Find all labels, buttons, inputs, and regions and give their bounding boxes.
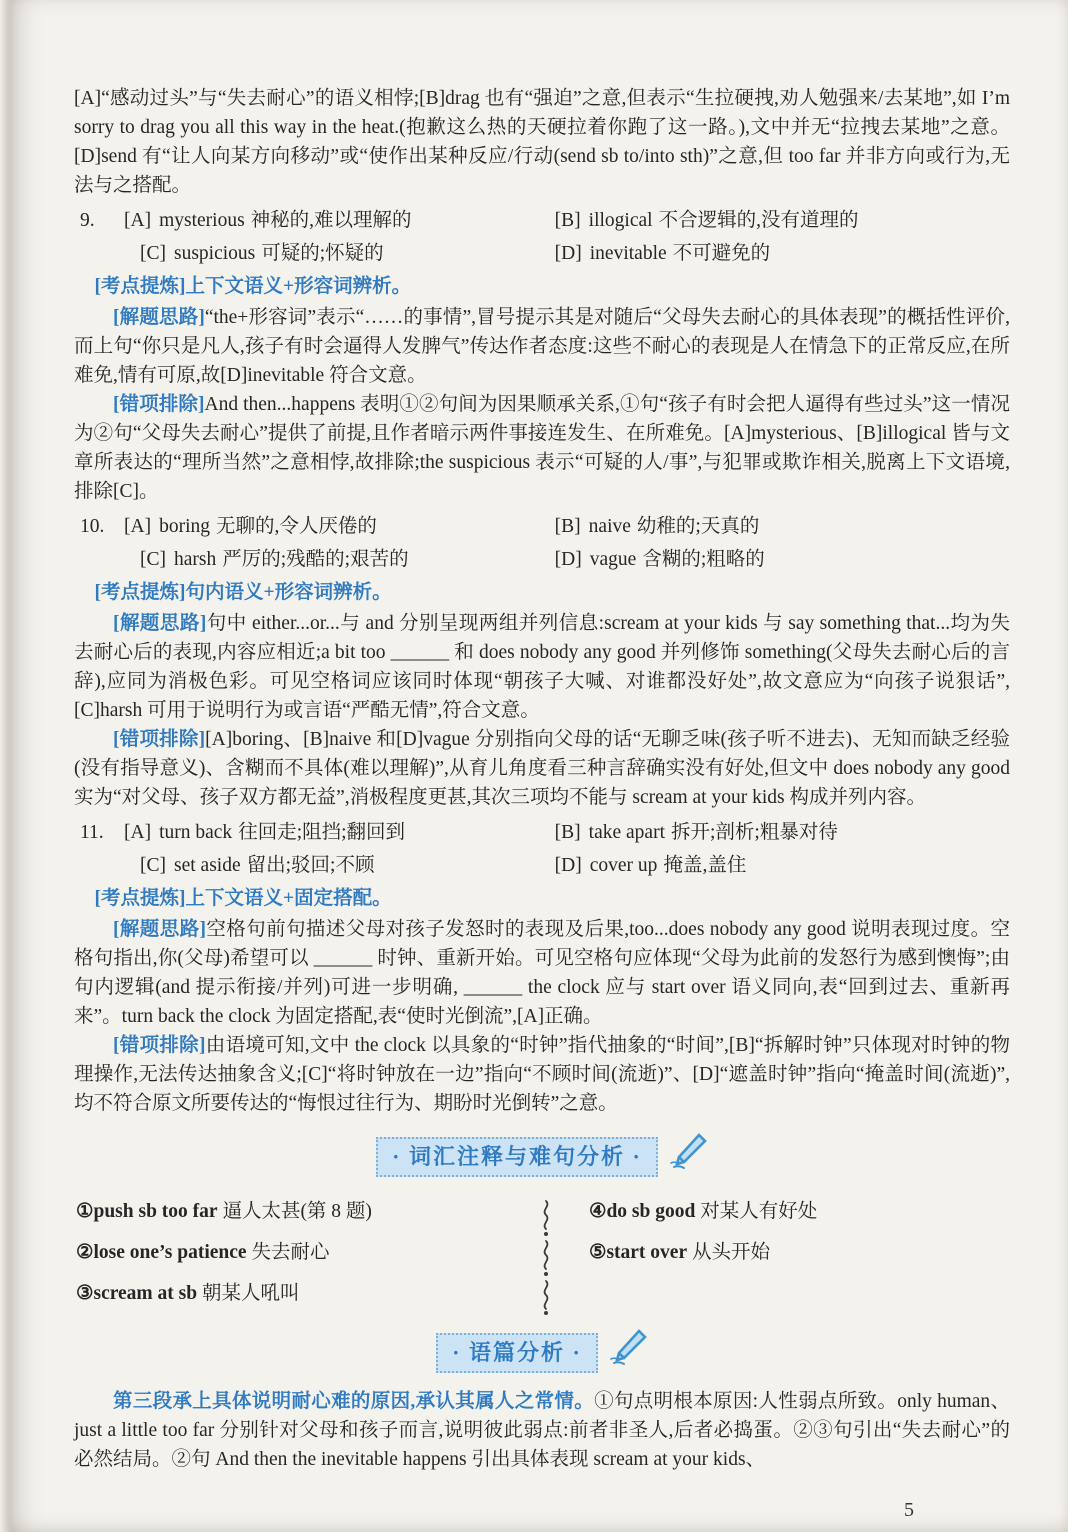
vocab-item	[76, 1273, 543, 1314]
option-english: boring	[159, 516, 210, 537]
question-10-block	[74, 510, 1010, 812]
elimination-label: [错项排除]	[113, 1035, 206, 1056]
solution-paragraph	[74, 915, 1010, 1031]
solution-label: [解题思路]	[113, 919, 206, 940]
option-tag: [C]	[140, 855, 166, 876]
vocab-chinese: 从头开始	[691, 1242, 770, 1263]
exam-point-label: [考点提炼]	[94, 888, 186, 909]
option-english: take apart	[588, 822, 665, 843]
vocab-item	[589, 1191, 1010, 1232]
vocab-number: ⑤	[588, 1242, 607, 1263]
elimination-paragraph	[74, 390, 1010, 506]
vocab-number: ②	[76, 1242, 94, 1263]
option-D	[547, 849, 1010, 882]
option-chinese: 无聊的,令人厌倦的	[216, 516, 377, 537]
option-chinese: 不可避免的	[672, 243, 771, 264]
option-english: vague	[589, 549, 637, 570]
option-A	[74, 816, 547, 849]
solution-text: “the+形容词”表示“……的事情”,冒号提示其是对随后“父母失去耐心的具体表现”的概括性评价,而上句“你只是凡人,孩子有时会逼得人发脾气”传达作者态度:这些不耐心的表现是人在情急下的正常反应,在所难免,情有可原,故[D]inevitable 符合文意。	[74, 307, 1010, 386]
vocab-number: ④	[588, 1201, 607, 1222]
option-english: mysterious	[159, 210, 245, 231]
question-11-block	[74, 816, 1010, 1118]
elimination-text: 由语境可知,文中 the clock 以具象的“时钟”指代抽象的“时间”,[B]“拆解时钟”只体现对时钟的物理操作,无法传达抽象含义;[C]“将时钟放在一边”指向“不顾时间(流逝)”、[D]“遮盖时钟”指向“掩盖时间(流逝)”,均不符合原文所要传达的“悔恨过往行为、期盼时光倒转”之意。	[74, 1035, 1010, 1114]
option-tag: [D]	[554, 855, 582, 876]
option-english: naive	[588, 516, 631, 537]
discourse-lead-sentence: 第三段承上具体说明耐心难的原因,承认其属人之常情。	[113, 1391, 595, 1412]
option-D	[547, 237, 1010, 270]
vocab-list	[74, 1191, 1010, 1314]
vocab-chinese: 朝某人吼叫	[201, 1283, 300, 1304]
option-tag: [A]	[124, 210, 152, 231]
option-tag: [C]	[140, 549, 166, 570]
option-D	[547, 543, 1010, 576]
option-english: set aside	[174, 855, 241, 876]
solution-label: [解题思路]	[113, 307, 205, 328]
vocab-number: ①	[76, 1201, 94, 1222]
question-9-block	[74, 204, 1010, 506]
question-number: 9.	[80, 210, 95, 231]
option-english: illogical	[588, 210, 653, 231]
option-english: harsh	[174, 549, 217, 570]
option-english: inevitable	[589, 243, 667, 264]
answer-explanation-intro-paragraph: [A]“感动过头”与“失去耐心”的语义相悖;[B]drag 也有“强迫”之意,但表示“生拉硬拽,劝人勉强来/去某地”,如 I’m sorry to drag you all this way in the heat.(抱歉这么热的天硬拉着你跑了这一路。),文中并无“拉拽去某地”之意。[D]send 有“让人向某方向移动”或“使作出某种反应/行动(send sb to/into sth)”之意,但 too far 并非方向或行为,无法与之搭配。	[74, 88, 1010, 196]
exam-point-line	[74, 884, 1010, 913]
option-C	[74, 849, 547, 882]
option-A	[74, 204, 547, 237]
option-A	[74, 510, 547, 543]
discourse-section-title: · 语篇分析 ·	[436, 1333, 598, 1373]
discourse-analysis-paragraph	[74, 1387, 1010, 1474]
question-9-options-row-1	[74, 204, 1010, 237]
option-B	[547, 204, 1010, 237]
vocab-english: lose one’s patience	[93, 1242, 247, 1263]
question-10-options-row-2	[74, 543, 1010, 576]
elimination-label: [错项排除]	[113, 729, 206, 750]
option-tag: [D]	[554, 549, 582, 570]
vocab-chinese: 对某人有好处	[700, 1201, 818, 1222]
elimination-text: And then...happens 表明①②句间为因果顺承关系,①句“孩子有时会把人逼得有些过头”这一情况为②句“父母失去耐心”提供了前提,且作者暗示两件事接连发生、在所难免。[A]mysterious、[B]illogical 皆与文章所表达的“理所当然”之意相悖,故排除;the suspicious 表示“可疑的人/事”,与犯罪或欺诈相关,脱离上下文语境,排除[C]。	[74, 394, 1010, 502]
wavy-divider	[539, 1197, 553, 1324]
option-C	[74, 237, 547, 270]
vocab-chinese: 逼人太甚(第 8 题)	[222, 1201, 372, 1222]
option-tag: [B]	[554, 822, 581, 843]
option-chinese: 留出;驳回;不顾	[246, 855, 375, 876]
exam-point-label: [考点提炼]	[94, 582, 186, 603]
option-chinese: 幼稚的;天真的	[636, 516, 760, 537]
option-chinese: 掩盖,盖住	[663, 855, 747, 876]
vocab-english: scream at sb	[93, 1283, 198, 1304]
vocab-column-left	[74, 1191, 543, 1314]
question-number: 11.	[80, 822, 104, 843]
vocab-item	[589, 1232, 1010, 1273]
exam-point-line	[74, 578, 1010, 607]
option-B	[547, 510, 1010, 543]
option-tag: [D]	[554, 243, 582, 264]
pen-icon	[668, 1132, 708, 1181]
vocab-chinese: 失去耐心	[251, 1242, 330, 1263]
option-tag: [B]	[554, 516, 581, 537]
exam-point-text: 上下文语义+形容词辨析。	[185, 276, 412, 297]
exam-point-text: 句内语义+形容词辨析。	[185, 582, 392, 603]
elimination-paragraph	[74, 1031, 1010, 1118]
option-chinese: 神秘的,难以理解的	[250, 210, 412, 231]
vocab-section-title: · 词汇注释与难句分析 ·	[376, 1137, 658, 1177]
discourse-section-header	[74, 1328, 1010, 1377]
vocab-item	[76, 1191, 543, 1232]
elimination-text: [A]boring、[B]naive 和[D]vague 分别指向父母的话“无聊乏味(孩子听不进去)、无知而缺乏经验(没有指导意义)、含糊而不具体(难以理解)”,从育儿角度看三种言辞确实没有好处,但文中 does nobody any good 实为“对父母、孩子双方都无益”,消极程度更甚,其次三项均不能与 scream at your kids 构成并列内容。	[74, 729, 1010, 808]
exam-point-text: 上下文语义+固定搭配。	[185, 888, 392, 909]
exam-point-label: [考点提炼]	[94, 276, 186, 297]
question-9-options-row-2	[74, 237, 1010, 270]
solution-label: [解题思路]	[113, 613, 207, 634]
question-11-options-row-2	[74, 849, 1010, 882]
vocab-section-header	[74, 1132, 1010, 1181]
pen-icon	[608, 1328, 648, 1377]
vocab-english: do sb good	[606, 1201, 696, 1222]
option-B	[547, 816, 1010, 849]
option-english: cover up	[589, 855, 658, 876]
question-number: 10.	[80, 516, 105, 537]
option-chinese: 不合逻辑的,没有道理的	[658, 210, 859, 231]
page-number: 5	[904, 1499, 914, 1521]
solution-text: 空格句前句描述父母对孩子发怒时的表现及后果,too...does nobody any good 说明表现过度。空格句指出,你(父母)希望可以 ______ 时钟、重新开始。可见空格句应体现“父母为此前的发怒行为感到懊悔”;由句内逻辑(and 提示衔接/并列)可进一步明确, ______ the clock 应与 start over 语义同向,表“回到过去、重新再来”。turn back the clock 为固定搭配,表“使时光倒流”,[A]正确。	[74, 919, 1010, 1027]
option-tag: [A]	[124, 822, 152, 843]
discourse-body-text: ①句点明根本原因:人性弱点所致。only human、just a little too far 分别针对父母和孩子而言,说明彼此弱点:前者非圣人,后者必捣蛋。②③句引出“失去耐心”的必然结局。②句 And then the inevitable happens 引出具体表现 scream at your kids、	[74, 1391, 1010, 1470]
option-tag: [B]	[554, 210, 581, 231]
exam-point-line	[74, 272, 1010, 301]
option-tag: [A]	[124, 516, 152, 537]
option-tag: [C]	[140, 243, 166, 264]
solution-paragraph	[74, 609, 1010, 725]
option-english: turn back	[159, 822, 233, 843]
option-english: suspicious	[174, 243, 256, 264]
solution-text: 句中 either...or...与 and 分别呈现两组并列信息:scream at your kids 与 say something that...均为失去耐心后的表现,内容应相近;a bit too ______ 和 does nobody any good 并列修饰 something(父母失去耐心后的言辞),应同为消极色彩。可见空格词应该同时体现“朝孩子大喊、对谁都没好处”,故文意应为“向孩子说狠话”,[C]harsh 可用于说明行为或言语“严酷无情”,符合文意。	[74, 613, 1010, 721]
vocab-item	[76, 1232, 543, 1273]
vocab-english: start over	[606, 1242, 688, 1263]
question-10-options-row-1	[74, 510, 1010, 543]
vocab-column-right	[543, 1191, 1010, 1314]
option-chinese: 拆开;剖析;粗暴对待	[671, 822, 838, 843]
option-chinese: 含糊的;粗略的	[642, 549, 765, 570]
elimination-label: [错项排除]	[113, 394, 205, 415]
question-11-options-row-1	[74, 816, 1010, 849]
option-chinese: 严厉的;残酷的;艰苦的	[222, 549, 409, 570]
solution-paragraph	[74, 303, 1010, 390]
option-chinese: 往回走;阻挡;翻回到	[238, 822, 406, 843]
option-chinese: 可疑的;怀疑的	[261, 243, 384, 264]
vocab-english: push sb too far	[93, 1201, 218, 1222]
option-C	[74, 543, 547, 576]
vocab-number: ③	[76, 1283, 94, 1304]
elimination-paragraph	[74, 725, 1010, 812]
